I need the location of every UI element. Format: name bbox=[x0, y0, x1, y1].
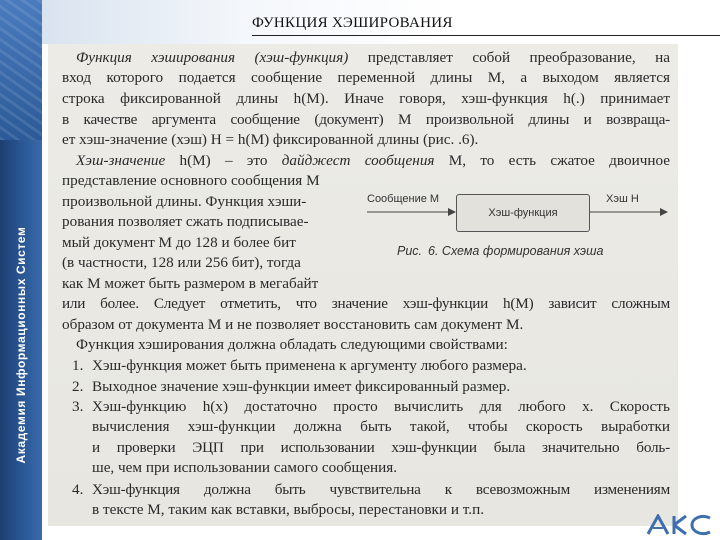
text-fragment: М, то есть сжатое двоичное bbox=[434, 152, 670, 169]
figure-box-label: Хэш-функция bbox=[488, 206, 558, 219]
text-line-1 bbox=[62, 48, 670, 68]
text-fragment: h(M) – это bbox=[165, 152, 282, 169]
text-fragment: представляет собой преобразование, на bbox=[348, 49, 670, 66]
text-line-3: строка фиксированной длины h(M). Иначе говоря, хэш-функция h(.) принимает bbox=[62, 90, 670, 107]
term-hash-value: Хэш-значение bbox=[76, 152, 166, 169]
sidebar-decoration bbox=[0, 0, 42, 140]
text-line-15: Функция хэширования должна обладать следующими свойствами: bbox=[76, 336, 508, 353]
text-line-6 bbox=[62, 151, 670, 171]
sidebar-band bbox=[0, 0, 42, 540]
list-text: в тексте М, таким как вставки, выбросы, перестановки и т.п. bbox=[92, 501, 484, 519]
hash-function-box bbox=[456, 194, 590, 232]
figure-input-label: Сообщение М bbox=[367, 193, 440, 205]
list-number: 4. bbox=[72, 481, 84, 498]
text-line-13: или более. Следует отметить, что значение хэш-функции h(M) зависит сложным bbox=[62, 295, 670, 312]
list-item bbox=[72, 397, 670, 479]
list-text: ше, чем при использовании самого сообщения. bbox=[92, 459, 397, 477]
list-text: Хэш-функция может быть применена к аргументу любого размера. bbox=[92, 357, 527, 374]
text-line-12: как М может быть размером в мегабайт bbox=[62, 275, 319, 292]
text-line-10: мый документ М до 128 и более бит bbox=[62, 234, 296, 251]
text-line-7: представление основного сообщения М bbox=[62, 172, 320, 189]
list-number: 1. bbox=[72, 357, 84, 374]
caption-prefix: Рис. bbox=[397, 244, 423, 258]
list-text: Хэш-функция должна быть чувствительна к всевозможным изменениям bbox=[92, 481, 670, 498]
list-number: 2. bbox=[72, 378, 84, 395]
term-message-digest: дайджест сообщения bbox=[281, 152, 435, 169]
text-line-4: в качестве аргумента сообщение (документ) М произвольной длины и возвраща- bbox=[62, 111, 670, 128]
text-line-2: вход которого подается сообщение переменной длины М, а выходом является bbox=[62, 69, 670, 86]
list-text: вычисления хэш-функции должна быть такой, чтобы скорость выработки bbox=[92, 418, 670, 436]
text-line-8: произвольной длины. Функция хэши- bbox=[62, 193, 307, 210]
text-line-9: рования позволяет сжать подписывае- bbox=[62, 213, 309, 230]
slide-title: ФУНКЦИЯ ХЭШИРОВАНИЯ bbox=[252, 15, 453, 31]
list-item bbox=[72, 480, 670, 521]
list-text: и проверки ЭЦП при использовании хэш-функции была значительно боль- bbox=[92, 438, 670, 456]
figure-caption bbox=[397, 241, 603, 261]
header-band bbox=[42, 0, 720, 44]
caption-text: 6. Схема формирования хэша bbox=[428, 244, 604, 258]
text-line-5: ет хэш-значение (хэш) Н = h(M) фиксированной длины (рис. .6). bbox=[62, 131, 479, 148]
hash-scheme-figure bbox=[363, 180, 678, 270]
scanned-page bbox=[48, 44, 678, 526]
text-line-11: (в частности, 128 или 256 бит), тогда bbox=[62, 254, 301, 271]
list-item bbox=[72, 377, 670, 397]
figure-output-label: Хэш Н bbox=[606, 193, 639, 205]
sidebar-vertical-title: Академия Информационных Систем bbox=[14, 226, 28, 464]
list-text: Выходное значение хэш-функции имеет фиксированный размер. bbox=[92, 378, 511, 395]
list-number: 3. bbox=[72, 398, 84, 415]
title-underline bbox=[252, 35, 720, 36]
list-item bbox=[72, 356, 670, 376]
term-hash-function: Функция хэширования (хэш-функция) bbox=[76, 49, 349, 66]
list-text: Хэш-функцию h(x) достаточно просто вычислить для любого х. Скорость bbox=[92, 398, 670, 415]
text-line-14: образом от документа М и не позволяет восстановить сам документ М. bbox=[62, 316, 524, 333]
academy-logo-icon bbox=[646, 514, 714, 536]
